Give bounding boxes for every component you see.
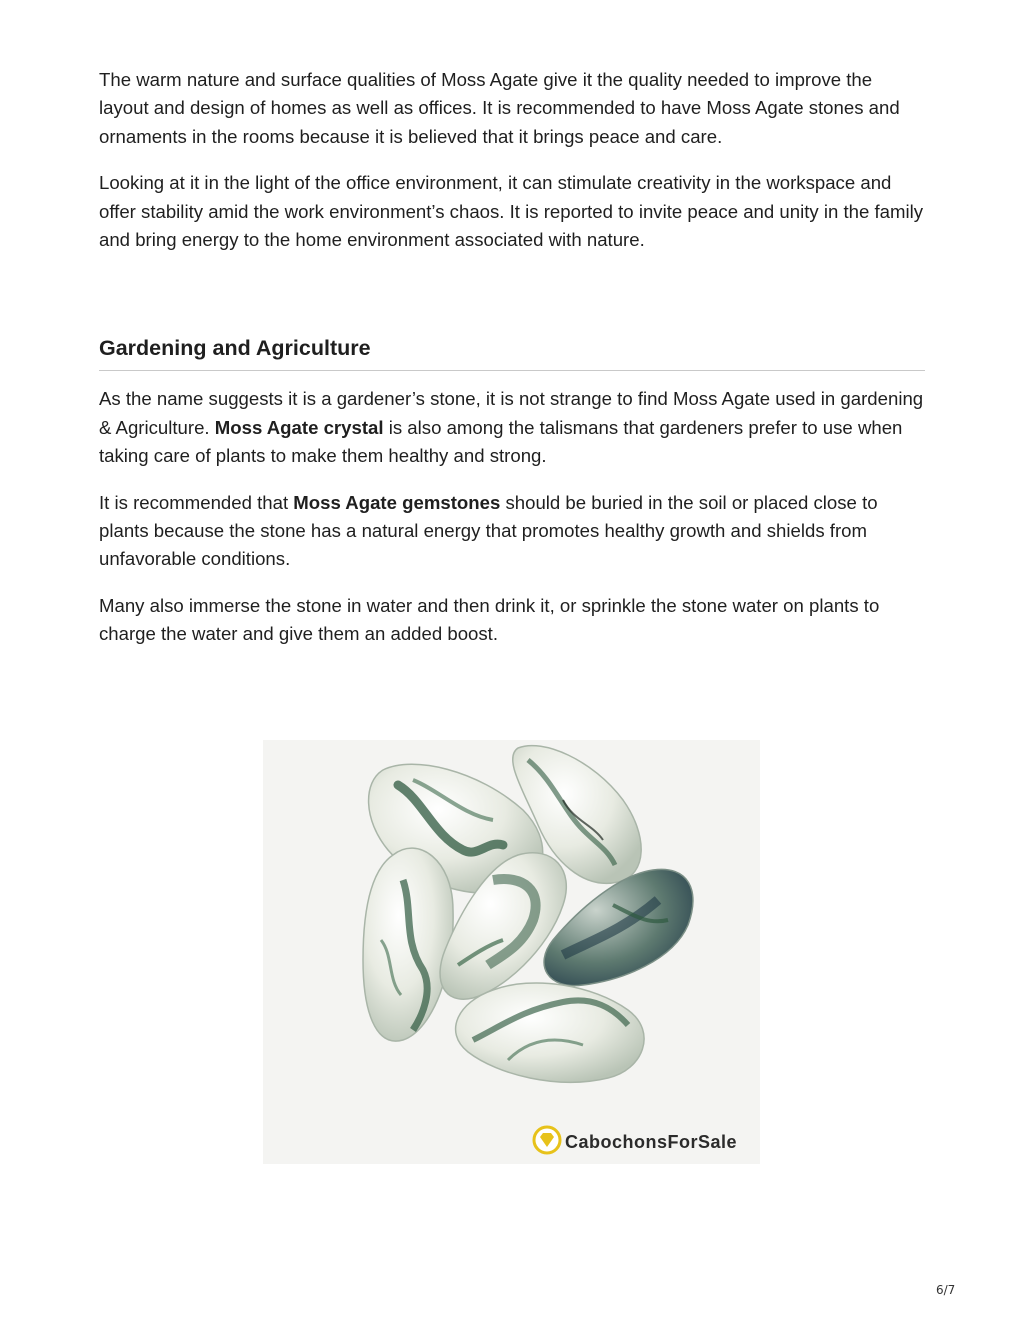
moss-agate-illustration	[263, 740, 760, 1164]
section-heading-block	[99, 334, 925, 371]
section-paragraph-1-text-a: As the name suggests it is a gardener’s stone, it is not strange to find Moss Agate used in gardening & Agriculture.	[99, 388, 924, 438]
logo-text: CabochonsForSale	[565, 1132, 738, 1152]
section-paragraph-1-text-b: is also among the talismans that gardeners prefer to use when taking care of plants to make them healthy and strong.	[99, 416, 903, 467]
section-paragraph-2-text-b: should be buried in the soil or placed close to plants because the stone has a natural energy that promotes healthy growth and shields from unfavorable conditions.	[99, 491, 878, 570]
section-paragraph-3: Many also immerse the stone in water and then drink it, or sprinkle the stone water on plants to charge the water and give them an added boost.	[99, 594, 880, 645]
section-paragraph-1	[99, 385, 925, 470]
page-number: 6/7	[936, 1283, 956, 1297]
section-paragraph-2	[99, 489, 925, 574]
document-body	[99, 66, 925, 667]
moss-agate-crystal-bold: Moss Agate crystal	[214, 416, 384, 438]
intro-paragraph-2: Looking at it in the light of the office environment, it can stimulate creativity in the workspace and offer stability amid the work environment’s chaos. It is reported to invite peace and unity in the family and bring energy to the home environment associated with nature.	[99, 172, 924, 251]
section-paragraph-2-text-a: It is recommended that	[99, 491, 294, 513]
moss-agate-photo	[263, 740, 760, 1164]
section-heading: Gardening and Agriculture	[99, 336, 371, 361]
moss-agate-gemstones-bold: Moss Agate gemstones	[293, 491, 501, 513]
intro-paragraph-1: The warm nature and surface qualities of Moss Agate give it the quality needed to improve the layout and design of homes as well as offices. It is recommended to have Moss Agate stones and ornaments in the rooms because it is believed that it brings peace and care.	[99, 69, 900, 147]
